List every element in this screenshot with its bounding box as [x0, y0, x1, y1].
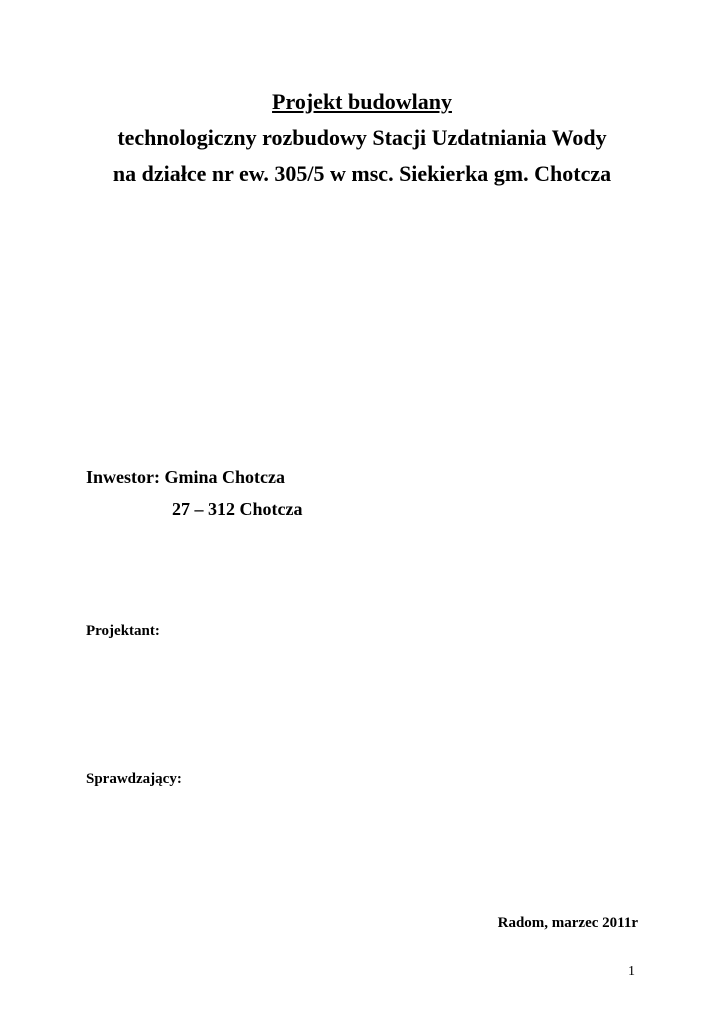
document-subtitle-line-2: na działce nr ew. 305/5 w msc. Siekierka gm. Chotcza — [112, 161, 612, 186]
checker-label: Sprawdzający: — [86, 771, 182, 787]
document-subtitle-line-1: technologiczny rozbudowy Stacji Uzdatniania Wody — [117, 125, 607, 150]
page-number: 1 — [628, 964, 635, 979]
designer-label: Projektant: — [86, 623, 160, 639]
title-block — [0, 84, 724, 192]
investor-line: Inwestor: Gmina Chotcza — [86, 467, 285, 487]
document-title: Projekt budowlany — [272, 89, 452, 114]
investor-address: 27 – 312 Chotcza — [172, 499, 303, 519]
place-date: Radom, marzec 2011r — [497, 915, 638, 931]
